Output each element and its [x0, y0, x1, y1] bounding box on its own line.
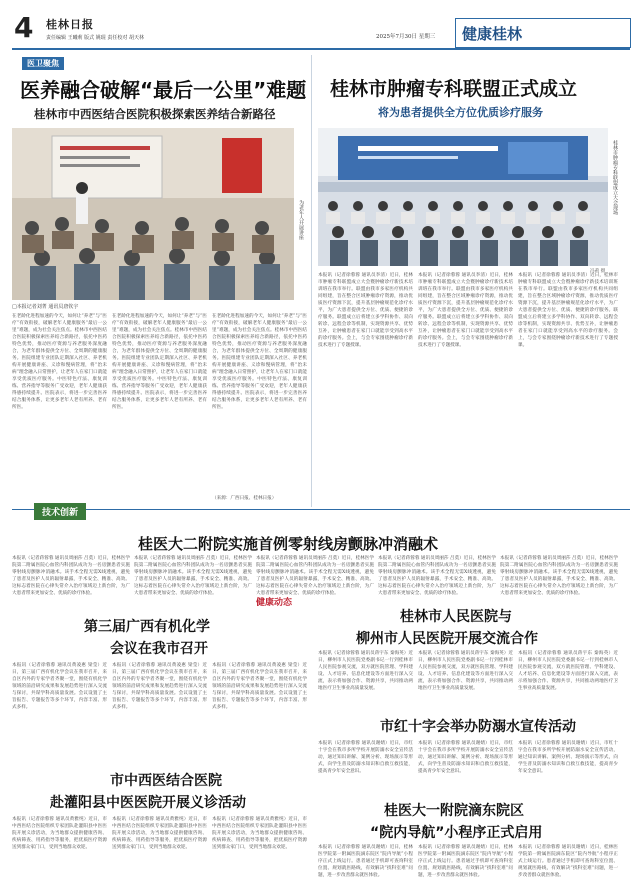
- article7-title-line2: “院内导航”小程序正式启用: [370, 825, 543, 841]
- article3-title-line1: 第三届广西有机化学: [84, 619, 210, 635]
- article2-title: 桂林市肿瘤专科联盟正式成立: [330, 78, 578, 100]
- article3-body-col1: 本报讯（记者徐蓉蓉 通讯员黄凌惠 梁莹）近日，第三届广西有机化学会议在我市召开，来自区内外的专家学者齐聚一堂，围绕有机化学领域的前沿研究成果和发展趋势进行深入交流与探讨，共谋学科高质量发展。会议设置了主旨报告、专题报告等多个环节，内容丰富、形式多样。: [12, 663, 107, 710]
- article6-body-col2: 本报讯（记者徐蓉蓉 通讯员黄雅纯）近日，市中西医结合医院组织专家团队赴灌阳县中医医院开展义诊活动，为当地群众提供健康咨询、疾病筛查、用药指导等服务，把优质医疗资源送到群众家门口，受到当地群众欢迎。: [112, 817, 207, 850]
- section-banner: [455, 18, 631, 48]
- column-divider: [311, 55, 312, 507]
- kicker-label: 医卫聚焦: [22, 57, 64, 70]
- article2-photo-credit: 冯莉 摄: [590, 269, 606, 274]
- article6-body-col3: 本报讯（记者徐蓉蓉 通讯员黄雅纯）近日，市中西医结合医院组织专家团队赴灌阳县中医医院开展义诊活动，为当地群众提供健康咨询、疾病筛查、用药指导等服务，把优质医疗资源送到群众家门口，受到当地群众欢迎。: [212, 817, 307, 850]
- article2-body-col3: 本报讯（记者徐蓉蓉 通讯员李清）近日，桂林市肿瘤专科联盟成立大会暨肿瘤诊疗新技术培训班在我市举行。联盟由我市多家医疗机构共同组建，旨在整合区域肿瘤诊疗资源，推动优质医疗资源下沉，提升基层肿瘤规范化诊疗水平，为广大患者提供全方位、优质、便捷的诊疗服务。联盟成立后将建立多学科协作、双向转诊、远程会诊等机制，实现资源共享、优势互补，让肿瘤患者在家门口就能享受到高水平的诊疗服务。会上，与会专家围绕肿瘤诊疗新技术进行了专题授课。: [518, 273, 618, 348]
- article2-subtitle: 将为患者提供全方位优质诊疗服务: [378, 106, 543, 119]
- article7-body-col1: 本报讯（记者徐蓉蓉 通讯员谢婧）近日，桂林医学院第一附属医院滴东院区“院内导航”小程序正式上线运行。患者通过手机即可查询科室位置、规划就医路线，有效解决“找科室难”问题，进一步改善群众就医体验。: [318, 845, 413, 878]
- tech-body-col3: 本报讯（记者蒋蓉蓉 通讯员周丽莎 吕莫）近日，桂林医学院第二附属医院心血管内科团队成功为一名房颤患者实施零射线房颤脉冲消融术。该手术全程无需X线透视，避免了患者及医护人员的辐射暴露，手术安全、精准、高效。这标志着医院在心律失常介入治疗领域迈上新台阶，为广大患者带来更加安全、优质的诊疗体验。: [256, 556, 374, 596]
- article2-photo-caption: 桂林市肿瘤专科联盟成立大会现场: [612, 140, 618, 215]
- article4-title-line1: 桂林市人民医院与: [400, 609, 512, 625]
- article6-body-col1: 本报讯（记者徐蓉蓉 通讯员黄雅纯）近日，市中西医结合医院组织专家团队赴灌阳县中医医院开展义诊活动，为当地群众提供健康咨询、疾病筛查、用药指导等服务，把优质医疗资源送到群众家门口，受到当地群众欢迎。: [12, 817, 107, 850]
- article1-title: 医养融合破解“最后一公里”难题: [20, 78, 307, 102]
- masthead-rule: [12, 48, 630, 50]
- editor-credits: 责任编辑 王曦莉 版式 姚琨 责任校对 胡天林: [46, 35, 144, 41]
- article7-title-line1: 桂医大一附院滴东院区: [384, 803, 524, 819]
- tech-body-col5: 本报讯（记者蒋蓉蓉 通讯员周丽莎 吕莫）近日，桂林医学院第二附属医院心血管内科团队成功为一名房颤患者实施零射线房颤脉冲消融术。该手术全程无需X线透视，避免了患者及医护人员的辐射暴露，手术安全、精准、高效。这标志着医院在心律失常介入治疗领域迈上新台阶，为广大患者带来更加安全、优质的诊疗体验。: [500, 556, 618, 596]
- article4-body-col1: 本报讯（记者徐蓉蓉 通讯员蒋宇东 秦海英）近日，柳州市人民医院党委副书记一行到桂林市人民医院参观交流，双方就医院管理、学科建设、人才培养、信息化建设等方面进行深入交流，表示将加强合作、资源共享，共同推动两地医疗卫生事业高质量发展。: [318, 651, 413, 691]
- news-section-tag: 健康动态: [256, 598, 293, 608]
- article1-source: （来源：广西日报、桂林日报）: [212, 496, 277, 501]
- article5-body-col1: 本报讯（记者徐蓉蓉 通讯员谢婧）近日，市红十字会在我市多所学校开展防溺水安全宣传活动，通过知识讲解、案例分析、现场演示等形式，向学生普及防溺水知识和自救互救技能，提高青少年安全意识。: [318, 741, 413, 774]
- tech-body-col2: 本报讯（记者蒋蓉蓉 通讯员周丽莎 吕莫）近日，桂林医学院第二附属医院心血管内科团队成功为一名房颤患者实施零射线房颤脉冲消融术。该手术全程无需X线透视，避免了患者及医护人员的辐射暴露，手术安全、精准、高效。这标志着医院在心律失常介入治疗领域迈上新台阶，为广大患者带来更加安全、优质的诊疗体验。: [134, 556, 252, 596]
- issue-date: 2025年7月30日 星期三: [376, 34, 436, 40]
- tech-body-col4: 本报讯（记者蒋蓉蓉 通讯员周丽莎 吕莫）近日，桂林医学院第二附属医院心血管内科团队成功为一名房颤患者实施零射线房颤脉冲消融术。该手术全程无需X线透视，避免了患者及医护人员的辐射暴露，手术安全、精准、高效。这标志着医院在心律失常介入治疗领域迈上新台阶，为广大患者带来更加安全、优质的诊疗体验。: [378, 556, 496, 596]
- page-number: 4: [14, 11, 34, 44]
- article3-body-col3: 本报讯（记者徐蓉蓉 通讯员黄凌惠 梁莹）近日，第三届广西有机化学会议在我市召开，来自区内外的专家学者齐聚一堂，围绕有机化学领域的前沿研究成果和发展趋势进行深入交流与探讨，共谋学科高质量发展。会议设置了主旨报告、专题报告等多个环节，内容丰富、形式多样。: [212, 663, 307, 710]
- article1-photo: [12, 128, 294, 300]
- article1-subtitle: 桂林市中西医结合医院积极探索医养结合新路径: [34, 107, 276, 121]
- article6-title-line2: 赴灌阳县中医医院开展义诊活动: [50, 795, 246, 811]
- article7-body-col2: 本报讯（记者徐蓉蓉 通讯员谢婧）近日，桂林医学院第一附属医院滴东院区“院内导航”小程序正式上线运行。患者通过手机即可查询科室位置、规划就医路线，有效解决“找科室难”问题，进一步改善群众就医体验。: [418, 845, 513, 878]
- tech-section-tag: 技术创新: [34, 503, 86, 520]
- article1-byline: □本报记者刘菁 通讯员唐钦宇: [12, 304, 79, 310]
- article5-body-col3: 本报讯（记者徐蓉蓉 通讯员谢婧）近日，市红十字会在我市多所学校开展防溺水安全宣传活动，通过知识讲解、案例分析、现场演示等形式，向学生普及防溺水知识和自救互救技能，提高青少年安全意识。: [518, 741, 618, 774]
- article1-body-col2: 在老龄化进程加速的今天，如何让“养老”与“医疗”有效衔接，破解老年人健康服务“最后一公里”难题，成为社会关注焦点。桂林市中西医结合医院积极探索医养结合新路径，依托中医药特色优势，推动医疗资源与养老服务深度融合，为老年群体提供全方位、全周期的健康服务。医院组建专业团队定期深入社区、养老机构开展健康讲座、义诊和慢病管理，将“治未病”理念融入日常照护，让老年人在家门口就能享受优质医疗服务。中医特色疗法、康复训练、营养指导等服务广受欢迎，老年人健康获得感持续提升。医院表示，将进一步完善医养结合服务体系，让更多老年人老有所养、老有所医。: [112, 314, 207, 410]
- article5-title: 市红十字会举办防溺水宣传活动: [380, 719, 576, 735]
- article1-photo-caption: 为老年人开展讲座: [298, 200, 304, 240]
- tech-article-title: 桂医大二附院实施首例零射线房颤脉冲消融术: [138, 535, 439, 553]
- article4-title-line2: 柳州市人民医院开展交流合作: [356, 631, 538, 647]
- article1-body-col3: 在老龄化进程加速的今天，如何让“养老”与“医疗”有效衔接，破解老年人健康服务“最后一公里”难题，成为社会关注焦点。桂林市中西医结合医院积极探索医养结合新路径，依托中医药特色优势，推动医疗资源与养老服务深度融合，为老年群体提供全方位、全周期的健康服务。医院组建专业团队定期深入社区、养老机构开展健康讲座、义诊和慢病管理，将“治未病”理念融入日常照护，让老年人在家门口就能享受优质医疗服务。中医特色疗法、康复训练、营养指导等服务广受欢迎，老年人健康获得感持续提升。医院表示，将进一步完善医养结合服务体系，让更多老年人老有所养、老有所医。: [212, 314, 307, 410]
- article2-body-col1: 本报讯（记者徐蓉蓉 通讯员李清）近日，桂林市肿瘤专科联盟成立大会暨肿瘤诊疗新技术培训班在我市举行。联盟由我市多家医疗机构共同组建，旨在整合区域肿瘤诊疗资源，推动优质医疗资源下沉，提升基层肿瘤规范化诊疗水平，为广大患者提供全方位、优质、便捷的诊疗服务。联盟成立后将建立多学科协作、双向转诊、远程会诊等机制，实现资源共享、优势互补，让肿瘤患者在家门口就能享受到高水平的诊疗服务。会上，与会专家围绕肿瘤诊疗新技术进行了专题授课。: [318, 273, 413, 348]
- article2-photo: [318, 128, 608, 266]
- article5-body-col2: 本报讯（记者徐蓉蓉 通讯员谢婧）近日，市红十字会在我市多所学校开展防溺水安全宣传活动，通过知识讲解、案例分析、现场演示等形式，向学生普及防溺水知识和自救互救技能，提高青少年安全意识。: [418, 741, 513, 774]
- article1-body-col1: 在老龄化进程加速的今天，如何让“养老”与“医疗”有效衔接，破解老年人健康服务“最后一公里”难题，成为社会关注焦点。桂林市中西医结合医院积极探索医养结合新路径，依托中医药特色优势，推动医疗资源与养老服务深度融合，为老年群体提供全方位、全周期的健康服务。医院组建专业团队定期深入社区、养老机构开展健康讲座、义诊和慢病管理，将“治未病”理念融入日常照护，让老年人在家门口就能享受优质医疗服务。中医特色疗法、康复训练、营养指导等服务广受欢迎，老年人健康获得感持续提升。医院表示，将进一步完善医养结合服务体系，让更多老年人老有所养、老有所医。: [12, 314, 107, 410]
- tech-body-col1: 本报讯（记者蒋蓉蓉 通讯员周丽莎 吕莫）近日，桂林医学院第二附属医院心血管内科团队成功为一名房颤患者实施零射线房颤脉冲消融术。该手术全程无需X线透视，避免了患者及医护人员的辐射暴露，手术安全、精准、高效。这标志着医院在心律失常介入治疗领域迈上新台阶，为广大患者带来更加安全、优质的诊疗体验。: [12, 556, 130, 596]
- article7-body-col3: 本报讯（记者徐蓉蓉 通讯员谢婧）近日，桂林医学院第一附属医院滴东院区“院内导航”小程序正式上线运行。患者通过手机即可查询科室位置、规划就医路线，有效解决“找科室难”问题，进一步改善群众就医体验。: [518, 845, 618, 878]
- article3-body-col2: 本报讯（记者徐蓉蓉 通讯员黄凌惠 梁莹）近日，第三届广西有机化学会议在我市召开，来自区内外的专家学者齐聚一堂，围绕有机化学领域的前沿研究成果和发展趋势进行深入交流与探讨，共谋学科高质量发展。会议设置了主旨报告、专题报告等多个环节，内容丰富、形式多样。: [112, 663, 207, 710]
- article3-title-line2: 会议在我市召开: [110, 641, 208, 657]
- article2-body-col2: 本报讯（记者徐蓉蓉 通讯员李清）近日，桂林市肿瘤专科联盟成立大会暨肿瘤诊疗新技术培训班在我市举行。联盟由我市多家医疗机构共同组建，旨在整合区域肿瘤诊疗资源，推动优质医疗资源下沉，提升基层肿瘤规范化诊疗水平，为广大患者提供全方位、优质、便捷的诊疗服务。联盟成立后将建立多学科协作、双向转诊、远程会诊等机制，实现资源共享、优势互补，让肿瘤患者在家门口就能享受到高水平的诊疗服务。会上，与会专家围绕肿瘤诊疗新技术进行了专题授课。: [418, 273, 513, 348]
- paper-name: 桂林日报: [46, 18, 94, 31]
- section-title: 健康桂林: [462, 24, 523, 43]
- article4-body-col3: 本报讯（记者徐蓉蓉 通讯员蒋宇东 秦海英）近日，柳州市人民医院党委副书记一行到桂林市人民医院参观交流，双方就医院管理、学科建设、人才培养、信息化建设等方面进行深入交流，表示将加强合作、资源共享，共同推动两地医疗卫生事业高质量发展。: [518, 651, 618, 691]
- article4-body-col2: 本报讯（记者徐蓉蓉 通讯员蒋宇东 秦海英）近日，柳州市人民医院党委副书记一行到桂林市人民医院参观交流，双方就医院管理、学科建设、人才培养、信息化建设等方面进行深入交流，表示将加强合作、资源共享，共同推动两地医疗卫生事业高质量发展。: [418, 651, 513, 691]
- article6-title-line1: 市中西医结合医院: [110, 773, 222, 789]
- section-rule: [12, 509, 630, 510]
